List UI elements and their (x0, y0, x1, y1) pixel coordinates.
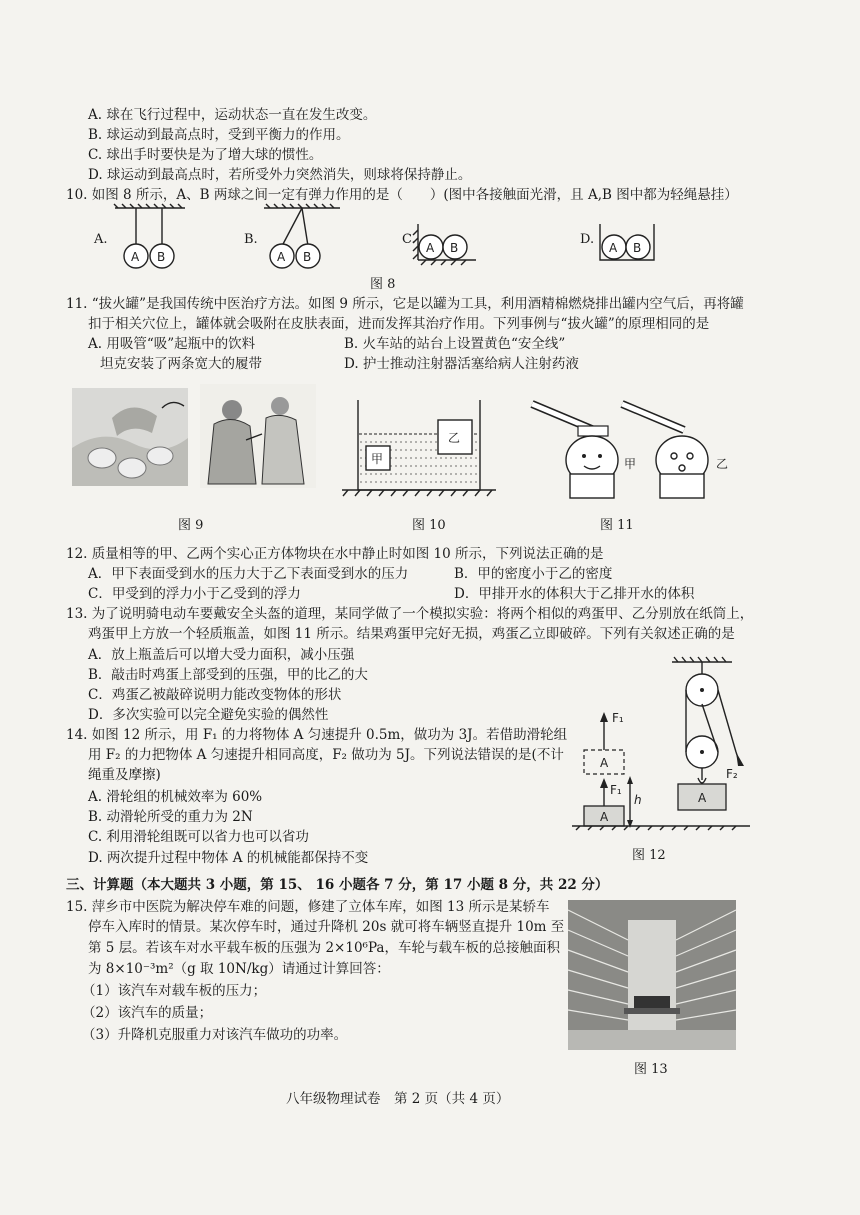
fig8-label-b: B. (244, 232, 258, 247)
q13-option-c: C．鸡蛋乙被敲碎说明力能改变物体的形状 (88, 687, 342, 703)
q14-option-c: C. 利用滑轮组既可以省力也可以省功 (88, 829, 309, 845)
fig8-c-ball-a: A (426, 241, 435, 255)
fig12-block-dashed: A (600, 756, 609, 770)
fig13-caption: 图 13 (634, 1062, 668, 1077)
q14-option-a: A. 滑轮组的机械效率为 60% (88, 789, 263, 805)
fig12-caption: 图 12 (632, 848, 666, 863)
fig8-caption: 图 8 (370, 277, 396, 292)
fig12-label-f1-top: F₁ (612, 711, 624, 725)
q15-line4: 为 8×10⁻³m²（g 取 10N/kg）请通过计算回答： (88, 961, 390, 977)
q13-option-a: A．放上瓶盖后可以增大受力面积，减小压强 (88, 647, 355, 663)
q9-option-b: B. 球运动到最高点时，受到平衡力的作用。 (88, 127, 350, 143)
q15-sub3: （3）升降机克服重力对该汽车做功的功率。 (82, 1027, 348, 1043)
q9-option-d: D. 球运动到最高点时，若所受外力突然消失，则球将保持静止。 (88, 167, 472, 183)
fig8-c-diagram (412, 222, 482, 266)
q12-option-c: C．甲受到的浮力小于乙受到的浮力 (88, 586, 301, 602)
fig8-d-ball-a: A (609, 241, 618, 255)
fig8-label-c: C. (402, 232, 416, 247)
fig8-c-ball-b: B (450, 241, 459, 255)
fig10-water-tank (338, 398, 500, 498)
q15-sub1: （1）该汽车对载车板的压力； (82, 983, 267, 999)
page-footer: 八年级物理试卷 第 2 页（共 4 页） (286, 1091, 510, 1107)
q15-sub2: （2）该汽车的质量； (82, 1005, 213, 1021)
q11-option-d: D. 护士推动注射器活塞给病人注射药液 (344, 356, 579, 372)
q11-line2: 扣于相关穴位上，罐体就会吸附在皮肤表面，进而发挥其治疗作用。下列事例与“拔火罐”的原理相同的是 (88, 316, 710, 332)
fig13-photo-parking-garage (568, 900, 736, 1050)
fig10-caption: 图 10 (412, 518, 446, 533)
fig12-label-f1-bottom: F₁ (610, 783, 622, 797)
fig8-b-diagram (262, 204, 342, 274)
q13-option-d: D．多次实验可以完全避免实验的偶然性 (88, 707, 329, 723)
fig12-block-right: A (698, 791, 707, 805)
fig12-label-h: h (634, 793, 642, 807)
q13-line2: 鸡蛋甲上方放一个轻质瓶盖，如图 11 所示。结果鸡蛋甲完好无损，鸡蛋乙立即破碎。下列有关叙述正确的是 (88, 626, 735, 642)
fig12-block-left: A (600, 810, 609, 824)
fig11-caption: 图 11 (600, 518, 634, 533)
fig8-a-ball-a: A (131, 250, 140, 264)
q14-line2: 用 F₂ 的力把物体 A 匀速提升相同高度，F₂ 做功为 5J。下列说法错误的是(不计 (88, 747, 564, 763)
fig8-label-a: A. (94, 232, 108, 247)
fig11-eggs-diagram (528, 398, 728, 502)
fig10-block-jia: 甲 (371, 452, 384, 466)
q12-option-d: D．甲排开水的体积大于乙排开水的体积 (454, 586, 695, 602)
fig9-photo-cupping-jars (72, 388, 188, 486)
q15-line3: 第 5 层。若该车对水平载车板的压强为 2×10⁶Pa，车轮与载车板的总接触面积 (88, 940, 560, 956)
q11-option-b: B. 火车站的站台上设置黄色“安全线” (344, 336, 566, 352)
fig8-d-ball-b: B (633, 241, 642, 255)
q13-option-b: B．敲击时鸡蛋上部受到的压强，甲的比乙的大 (88, 667, 368, 683)
fig8-b-ball-b: B (303, 250, 312, 264)
fig12-pulley-diagram (568, 656, 754, 830)
q15-line2: 停车入库时的情景。某次停车时，通过升降机 20s 就可将车辆竖直提升 10m 至 (88, 919, 565, 935)
fig11-label-jia: 甲 (624, 457, 637, 471)
fig8-label-d: D. (580, 232, 595, 247)
fig8-a-diagram (110, 204, 190, 274)
q15-line1: 15. 萍乡市中医院为解决停车难的问题，修建了立体车库，如图 13 所示是某轿车 (66, 899, 550, 915)
fig12-label-f2: F₂ (726, 767, 738, 781)
fig11-label-yi: 乙 (716, 457, 729, 471)
fig9-caption: 图 9 (178, 518, 204, 533)
q12-stem: 12. 质量相等的甲、乙两个实心正方体物块在水中静止时如图 10 所示，下列说法正确的是 (66, 546, 604, 562)
q11-option-a: A. 用吸管“吸”起瓶中的饮料 (88, 336, 256, 352)
q10-stem: 10. 如图 8 所示，A、B 两球之间一定有弹力作用的是（ ）(图中各接触面光滑，且 A,B 图中都为轻绳悬挂） (66, 187, 738, 203)
fig8-b-ball-a: A (277, 250, 286, 264)
q13-line1: 13. 为了说明骑电动车要戴安全头盔的道理，某同学做了一个模拟实验：将两个相似的鸡蛋甲、乙分别放在纸筒上， (66, 606, 754, 622)
q12-option-b: B．甲的密度小于乙的密度 (454, 566, 613, 582)
fig10-block-yi: 乙 (448, 431, 461, 445)
q14-option-b: B. 动滑轮所受的重力为 2N (88, 809, 253, 825)
q11-line1: 11. “拔火罐”是我国传统中医治疗方法。如图 9 所示，它是以罐为工具，利用酒精棉燃烧排出罐内空气后，再将罐 (66, 296, 744, 312)
q11-option-c: 坦克安装了两条宽大的履带 (100, 356, 262, 372)
q14-line3: 绳重及摩擦) (88, 767, 161, 783)
q9-option-c: C. 球出手时要快是为了增大球的惯性。 (88, 147, 323, 163)
fig8-d-diagram (598, 222, 658, 266)
q9-option-a: A. 球在飞行过程中，运动状态一直在发生改变。 (88, 107, 377, 123)
fig9-illustration-doctor (200, 384, 316, 488)
q14-option-d: D. 两次提升过程中物体 A 的机械能都保持不变 (88, 850, 369, 866)
fig8-a-ball-b: B (157, 250, 166, 264)
q14-line1: 14. 如图 12 所示，用 F₁ 的力将物体 A 匀速提升 0.5m，做功为 3J。若借助滑轮组 (66, 727, 568, 743)
section3-header: 三、计算题（本大题共 3 小题，第 15、 16 小题各 7 分，第 17 小题 8 分，共 22 分） (66, 877, 609, 893)
q12-option-a: A．甲下表面受到水的压力大于乙下表面受到水的压力 (88, 566, 409, 582)
